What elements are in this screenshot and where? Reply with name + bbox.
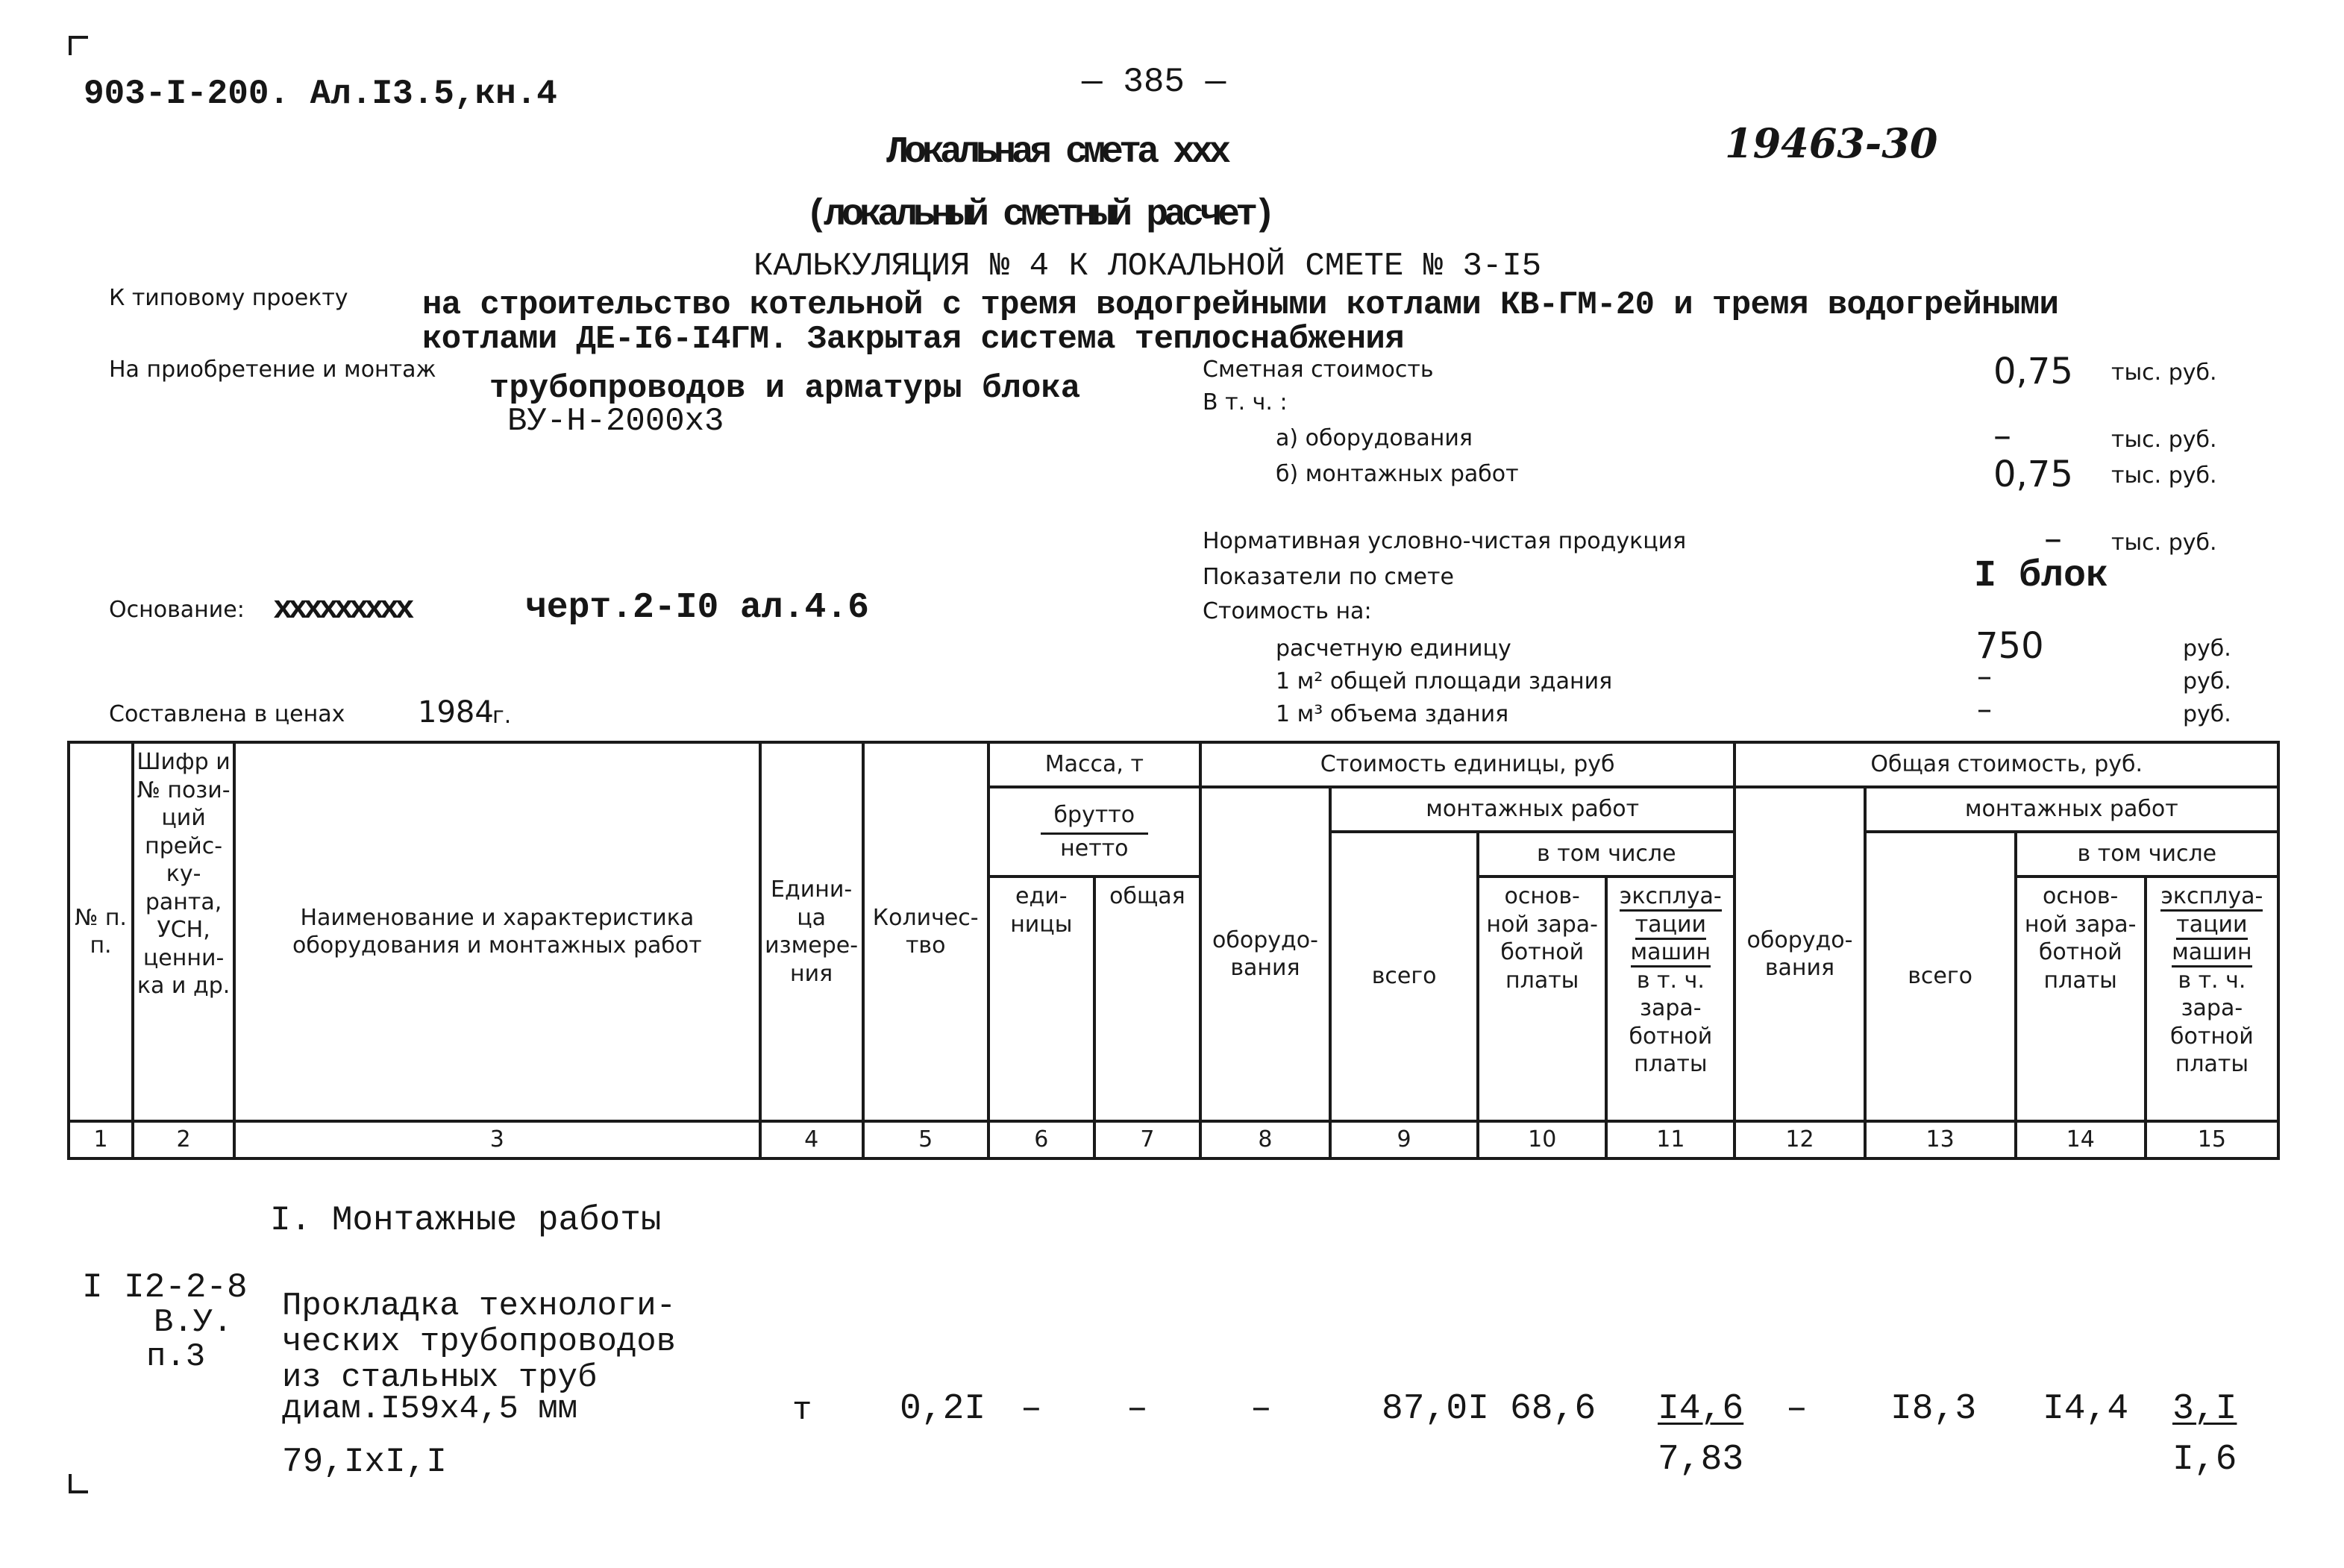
- per-m2-value: –: [1977, 659, 1992, 694]
- col-header-total-machines-wage: в т. ч. зара- ботной платы: [2169, 967, 2254, 1077]
- col-header-unit-incl: в том числе: [1478, 832, 1735, 876]
- cost-on-label: Стоимость на:: [1203, 598, 1372, 624]
- project-text-line-1: на строительство котельной с тремя водогрейными котлами КВ-ГМ-20 и тремя водогрейными: [422, 286, 2059, 324]
- col-number: 14: [2016, 1121, 2146, 1158]
- per-unit-value: 750: [1975, 625, 2044, 667]
- col-number: 13: [1865, 1121, 2016, 1158]
- col-header-code: Шифр и № пози- ций прейс- ку- ранта, УСН, ценни- ка и др.: [133, 742, 234, 1121]
- estimated-cost-label: Сметная стоимость: [1203, 357, 1434, 383]
- row-name-line-2: ческих трубопроводов: [282, 1323, 677, 1361]
- project-label: К типовому проекту: [109, 285, 348, 311]
- row-code-line-3: п.3: [146, 1338, 206, 1376]
- per-unit-unit: руб.: [2183, 636, 2231, 662]
- stamp-number: 19463-30: [1725, 119, 1938, 167]
- row-total-basic-wage: I4,4: [2043, 1389, 2129, 1429]
- row-number: I: [82, 1268, 103, 1307]
- col-header-name: Наименование и характеристика оборудования и монтажных работ: [234, 742, 759, 1121]
- row-code-line-1: I2-2-8: [124, 1268, 248, 1307]
- row-mass-total: –: [1126, 1389, 1148, 1429]
- corner-mark-bottom-left: [69, 1474, 88, 1493]
- row-mass-unit: –: [1021, 1389, 1042, 1429]
- equipment-cost-label: а) оборудования: [1276, 425, 1473, 451]
- col-header-mass-total: общая: [1094, 876, 1200, 1121]
- row-name-line-3: из стальных труб: [282, 1359, 598, 1396]
- estimate-header-table: [67, 741, 2280, 1160]
- per-m3-value: –: [1977, 692, 1992, 727]
- per-m3-label: 1 м³ объема здания: [1276, 701, 1509, 727]
- col-header-unit-machines-wage: в т. ч. зара- ботной платы: [1629, 967, 1713, 1077]
- per-unit-label: расчетную единицу: [1276, 636, 1511, 662]
- col-number: 4: [760, 1121, 863, 1158]
- col-header-qty: Количес- тво: [863, 742, 988, 1121]
- col-header-mass-unit: еди- ницы: [988, 876, 1094, 1121]
- col-header-total-all: всего: [1865, 832, 2016, 1121]
- col-header-netto: нетто: [1060, 835, 1129, 862]
- estimated-cost-unit: тыс. руб.: [2111, 360, 2217, 386]
- col-number: 11: [1606, 1121, 1735, 1158]
- installation-cost-label: б) монтажных работ: [1276, 461, 1519, 487]
- col-header-unit-machines: [1606, 876, 1735, 1121]
- row-unit-equipment: –: [1250, 1389, 1272, 1429]
- struck-heading-1: Локальная смета xxx: [886, 131, 1227, 174]
- basis-struck-text: xxxxxxxxx: [273, 591, 410, 628]
- col-header-total-basic-wage: основ- ной зара- ботной платы: [2016, 876, 2146, 1121]
- struck-heading-2: (локальный сметный расчет): [806, 194, 1272, 236]
- col-number: 12: [1735, 1121, 1864, 1158]
- col-number: 1: [69, 1121, 133, 1158]
- col-header-unit: Едини- ца измере- ния: [760, 742, 863, 1121]
- compiled-label: Составлена в ценах: [109, 701, 345, 727]
- col-header-unit-install: монтажных работ: [1330, 787, 1735, 832]
- normative-value: –: [2044, 518, 2062, 559]
- per-m3-unit: руб.: [2183, 701, 2231, 727]
- per-m2-unit: руб.: [2183, 668, 2231, 694]
- indicators-label: Показатели по смете: [1203, 564, 1454, 590]
- compiled-suffix: г.: [492, 703, 512, 729]
- row-total-equipment: –: [1786, 1389, 1808, 1429]
- equipment-cost-value: –: [1993, 415, 2011, 457]
- col-header-brutto-netto: [988, 787, 1200, 876]
- col-header-unit-basic-wage: основ- ной зара- ботной платы: [1478, 876, 1606, 1121]
- corner-mark-top-left: [69, 36, 88, 55]
- equipment-cost-unit: тыс. руб.: [2111, 427, 2217, 453]
- col-number: 9: [1330, 1121, 1478, 1158]
- col-header-total-incl: в том числе: [2016, 832, 2278, 876]
- row-total-all: I8,3: [1890, 1389, 1977, 1429]
- col-number: 7: [1094, 1121, 1200, 1158]
- document-code: 903-I-200. Ал.I3.5,кн.4: [84, 75, 557, 113]
- col-number: 6: [988, 1121, 1094, 1158]
- col-number: 2: [133, 1121, 234, 1158]
- row-unit-all: 87,0I: [1382, 1389, 1490, 1429]
- indicators-value: I блок: [1974, 555, 2109, 598]
- col-header-unit-all: всего: [1330, 832, 1478, 1121]
- column-number-row: [69, 1121, 2278, 1158]
- basis-label: Основание:: [109, 597, 245, 623]
- col-number: 5: [863, 1121, 988, 1158]
- purchase-text-line-2: ВУ-Н-2000х3: [507, 403, 724, 440]
- section-title: I. Монтажные работы: [270, 1201, 662, 1240]
- col-number: 15: [2146, 1121, 2278, 1158]
- row-code-line-2: В.У.: [154, 1304, 233, 1341]
- row-qty: 0,2I: [900, 1389, 986, 1429]
- installation-cost-value: 0,75: [1993, 454, 2073, 495]
- col-header-brutto: брутто: [1041, 801, 1149, 835]
- col-header-mass: Масса, т: [988, 742, 1200, 787]
- including-label: В т. ч. :: [1203, 389, 1288, 415]
- page-title: КАЛЬКУЛЯЦИЯ № 4 К ЛОКАЛЬНОЙ СМЕТЕ № 3-I5: [753, 248, 1542, 285]
- col-header-no: № п. п.: [69, 742, 133, 1121]
- basis-text: черт.2-I0 ал.4.6: [525, 588, 869, 628]
- purchase-text-line-1: трубопроводов и арматуры блока: [489, 370, 1081, 407]
- installation-cost-unit: тыс. руб.: [2111, 462, 2217, 489]
- page-number: — 385 —: [1082, 63, 1226, 101]
- row-name-line-1: Прокладка технологи-: [282, 1288, 677, 1325]
- row-unit: т: [792, 1392, 812, 1429]
- compiled-year: 1984: [418, 695, 494, 730]
- col-header-total-machines: [2146, 876, 2278, 1121]
- estimated-cost-value: 0,75: [1993, 351, 2073, 392]
- project-text-line-2: котлами ДЕ-I6-I4ГМ. Закрытая система теплоснабжения: [422, 321, 1405, 358]
- col-header-total-cost: Общая стоимость, руб.: [1735, 742, 2278, 787]
- col-header-unit-machines-label: эксплуа- тации машин: [1620, 883, 1722, 968]
- row-unit-basic-wage: 68,6: [1510, 1389, 1596, 1429]
- row-unit-machines-wage: 7,83: [1658, 1440, 1744, 1480]
- col-number: 3: [234, 1121, 759, 1158]
- row-total-machines-wage: I,6: [2172, 1440, 2237, 1480]
- row-total-machines: 3,I: [2172, 1389, 2237, 1429]
- per-m2-label: 1 м² общей площади здания: [1276, 668, 1613, 694]
- row-unit-machines: I4,6: [1658, 1389, 1744, 1429]
- col-number: 10: [1478, 1121, 1606, 1158]
- col-header-unit-equipment: оборудо- вания: [1200, 787, 1330, 1121]
- purchase-label: На приобретение и монтаж: [109, 357, 436, 383]
- row-name-line-4: диам.I59х4,5 мм: [282, 1390, 578, 1428]
- row-formula: 79,IхI,I: [282, 1443, 447, 1481]
- col-number: 8: [1200, 1121, 1330, 1158]
- normative-label: Нормативная условно-чистая продукция: [1203, 528, 1687, 554]
- normative-unit: тыс. руб.: [2111, 530, 2217, 556]
- col-header-total-equipment: оборудо- вания: [1735, 787, 1864, 1121]
- col-header-total-machines-label: эксплуа- тации машин: [2160, 883, 2263, 968]
- col-header-total-install: монтажных работ: [1865, 787, 2278, 832]
- col-header-unit-cost: Стоимость единицы, руб: [1200, 742, 1735, 787]
